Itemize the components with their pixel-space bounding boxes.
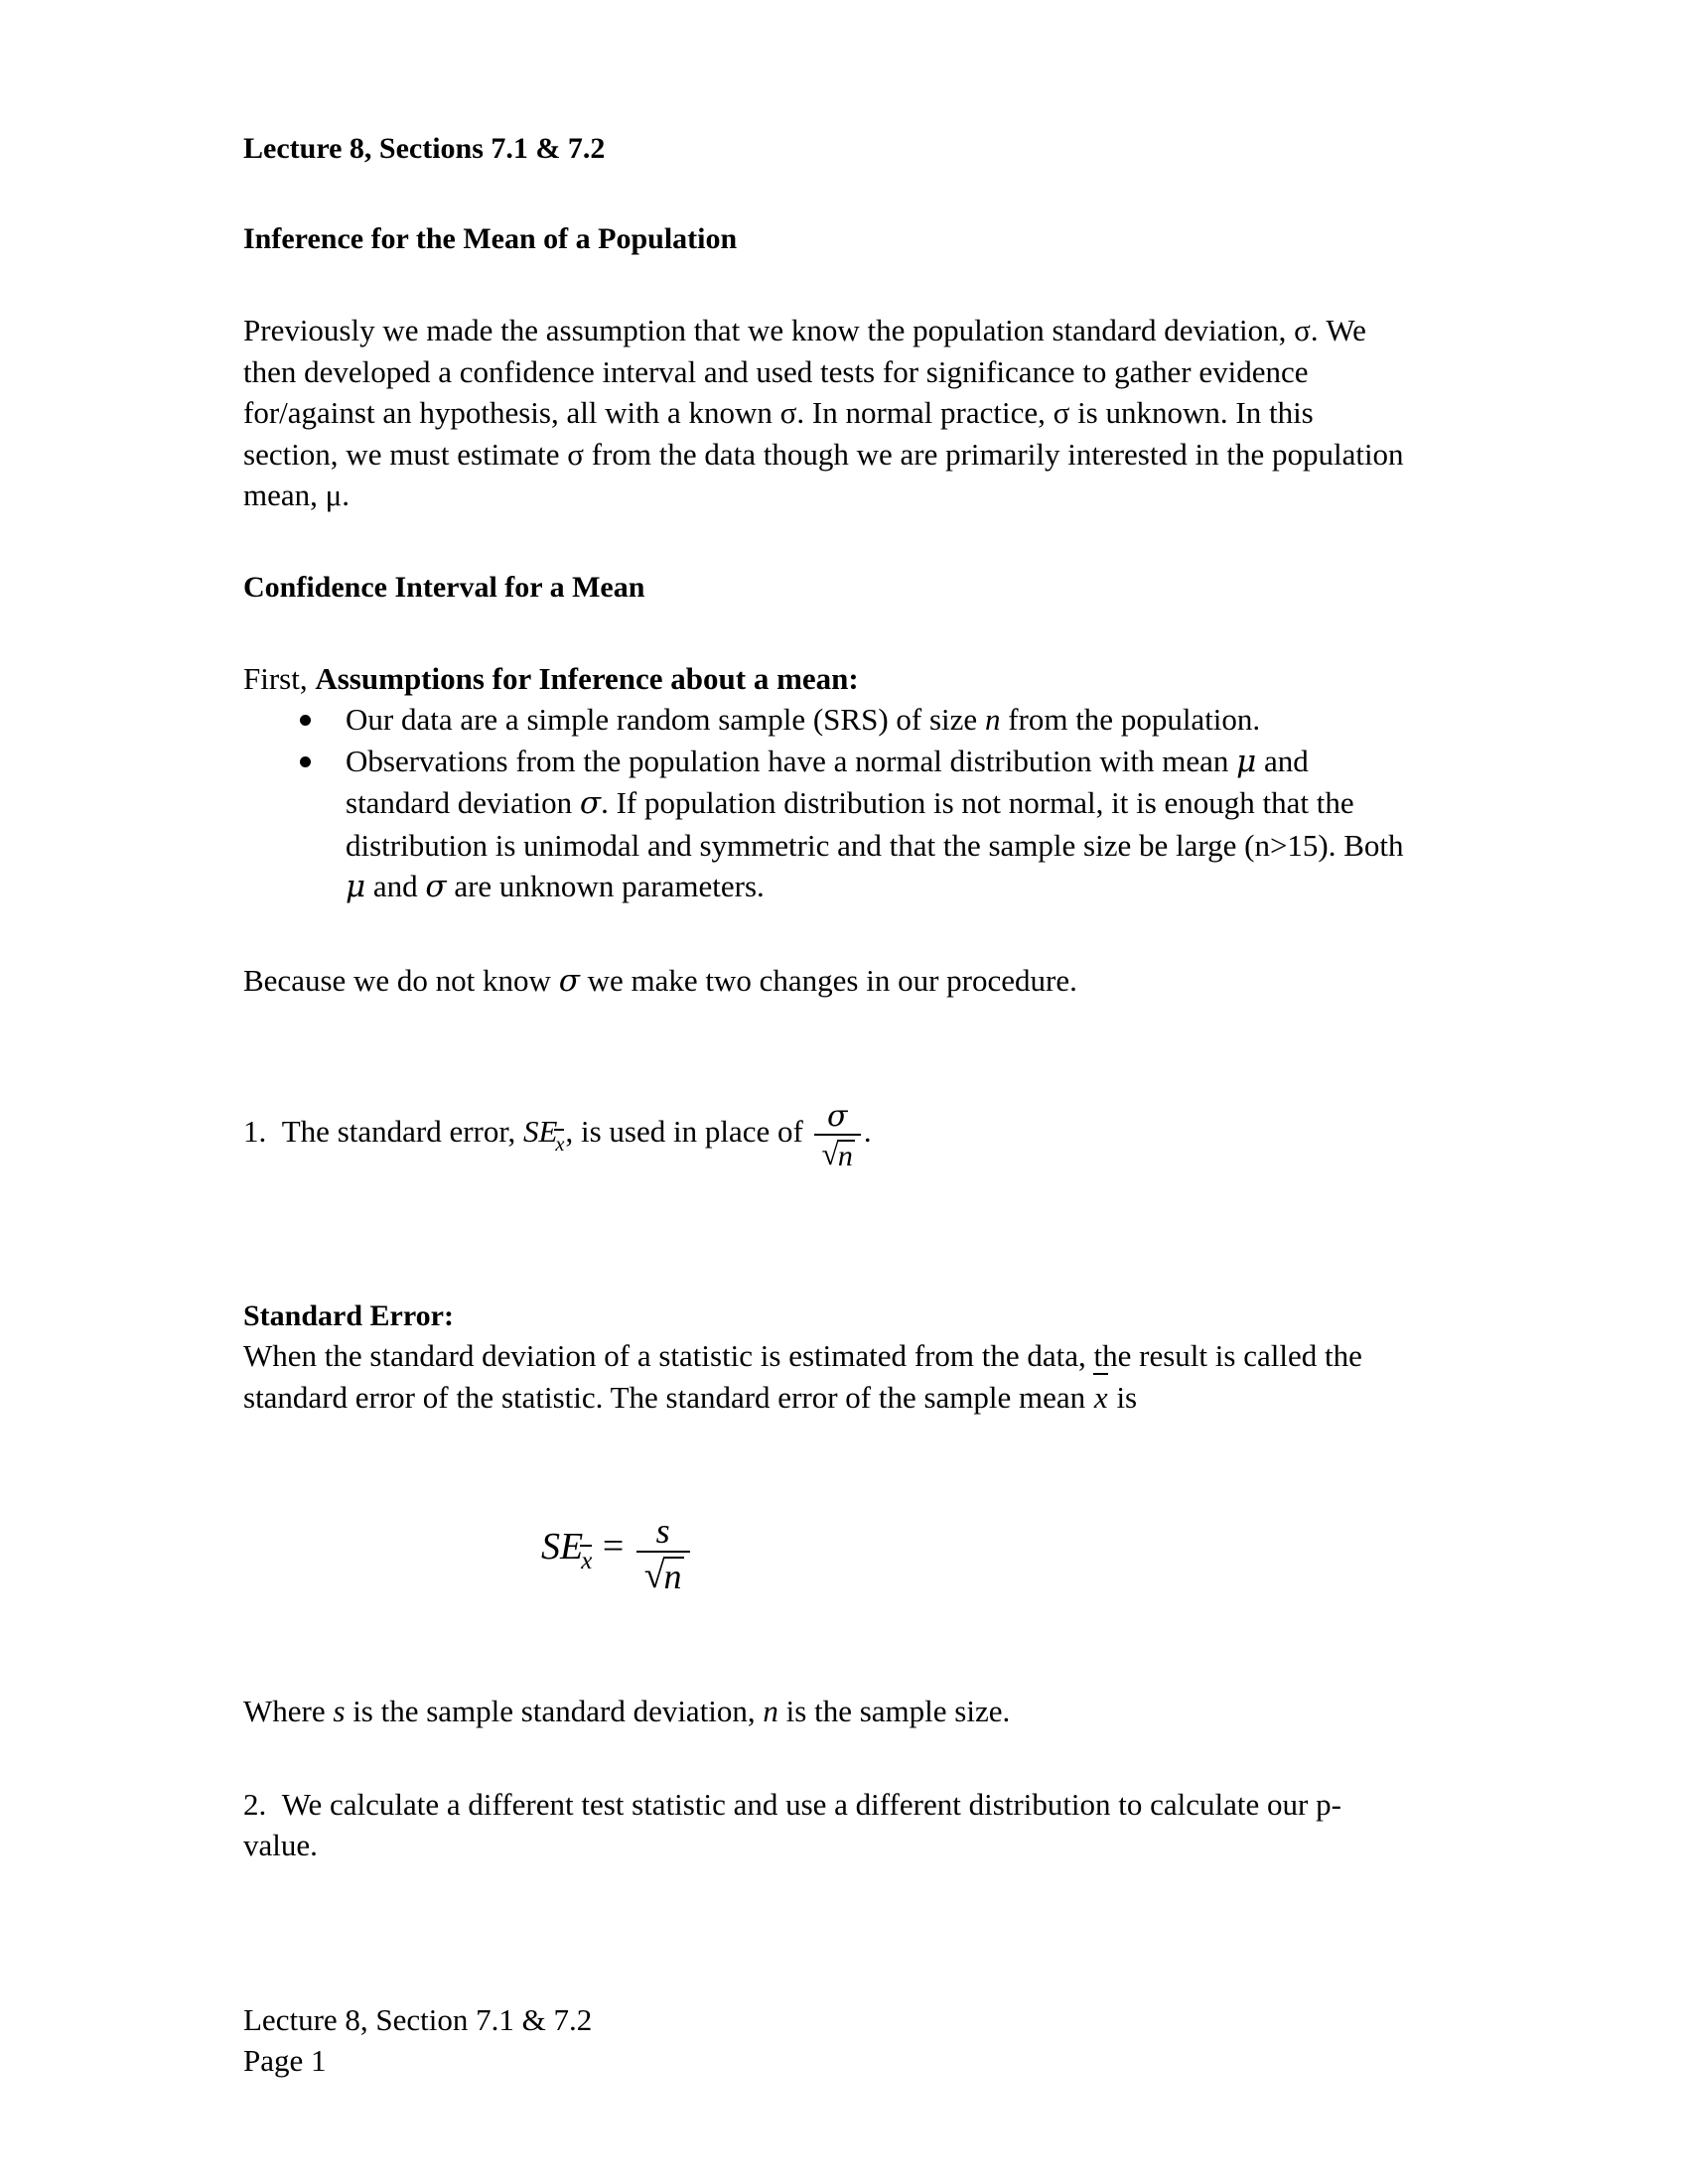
where-var-s: s — [333, 1694, 346, 1729]
fraction-numerator: σ — [826, 1099, 848, 1135]
list-item — [243, 741, 1415, 908]
spacer — [243, 258, 1415, 310]
spacer — [243, 1469, 1415, 1513]
item-2-number: 2. — [243, 1786, 267, 1822]
intro-paragraph — [243, 310, 1415, 516]
list-item — [243, 699, 1415, 741]
fraction-denominator — [636, 1551, 690, 1595]
x-bar: x — [554, 1132, 565, 1159]
spacer — [243, 1418, 1415, 1469]
bullet-2-sigma-2: σ — [425, 869, 447, 905]
x-bar: x — [581, 1548, 593, 1575]
spacer — [243, 908, 1415, 960]
spacer — [243, 516, 1415, 568]
because-part-a: Because we do not know — [243, 962, 559, 998]
footer-line-1: Lecture 8, Section 7.1 & 7.2 — [243, 2002, 593, 2037]
bullet-2-part-e: are unknown parameters. — [446, 869, 765, 904]
assumptions-list — [243, 699, 1415, 908]
because-part-b: we make two changes in our procedure. — [579, 962, 1077, 998]
spacer — [243, 168, 1415, 219]
spacer — [243, 1201, 1415, 1253]
item-1-text-a: The standard error, — [281, 1114, 523, 1150]
formula-lhs-subscript — [580, 1548, 593, 1575]
footer-line-2: Page 1 — [243, 2042, 327, 2078]
fraction-numerator: s — [655, 1511, 670, 1552]
formula-lhs-letters: SE — [541, 1525, 584, 1568]
where-part-c: is the sample size. — [777, 1694, 1011, 1729]
assumptions-intro-plain: First, — [243, 660, 316, 696]
intro-paragraph-text: Previously we made the assumption that we know the population standard deviation, σ. We then developed a confidence interval and used tests for significance to gather evidence for/against an hypothesis, all with a known σ. In normal practice, σ is unknown. In this section, we must estimate σ from the data though we are primarily interested in the population mean, μ. — [243, 313, 1404, 513]
item-2-text: We calculate a different test statistic and use a different distribution to calculate our p-value. — [243, 1786, 1341, 1863]
bullet-2-part-b: and standard deviation — [346, 743, 1309, 821]
x-bar: x — [1093, 1377, 1109, 1419]
bullet-1-var-n: n — [984, 702, 1001, 738]
radical-icon: √ — [643, 1555, 665, 1597]
s-over-sqrt-n — [636, 1513, 690, 1595]
where-paragraph — [243, 1691, 1415, 1732]
where-part-b: is the sample standard deviation, — [345, 1694, 764, 1729]
se-body-part-a: When the standard deviation of a statistic is estimated from the data, the result is called the standard error of the statistic. The standard error of the sample mean — [243, 1338, 1362, 1415]
document-body — [243, 129, 1415, 1866]
bullet-2-sigma-1: σ — [579, 785, 602, 822]
because-sigma: σ — [558, 962, 580, 999]
bullet-2-part-a: Observations from the population have a normal distribution with mean — [346, 743, 1237, 778]
bullet-2-mu-2: μ — [346, 869, 366, 905]
se-subscript — [554, 1132, 565, 1159]
standard-error-paragraph — [243, 1335, 1415, 1418]
bullet-1-part-a: Our data are a simple random sample (SRS) of size — [346, 702, 985, 738]
radical-icon: √ — [821, 1137, 839, 1172]
item-1-text-b: , is used in place of — [565, 1114, 811, 1150]
bullet-icon — [300, 715, 311, 726]
se-symbol-inline — [522, 1114, 566, 1156]
assumptions-intro-bold: Assumptions for Inference about a mean: — [315, 660, 859, 696]
bullet-2-mu-1: μ — [1236, 743, 1257, 779]
spacer — [243, 1253, 1415, 1297]
bullet-icon — [300, 756, 311, 767]
sqrt-n — [820, 1137, 855, 1173]
radicand: n — [663, 1557, 682, 1597]
because-paragraph — [243, 960, 1415, 1003]
spacer — [243, 1002, 1415, 1053]
item-1-number: 1. — [243, 1114, 267, 1150]
spacer — [243, 1647, 1415, 1691]
spacer — [243, 1732, 1415, 1784]
assumptions-intro — [243, 658, 1415, 700]
radicand: n — [837, 1140, 853, 1173]
document-title: Lecture 8, Sections 7.1 & 7.2 — [243, 132, 606, 165]
formula-lhs — [541, 1525, 593, 1575]
se-letters: SE — [522, 1114, 558, 1150]
section-heading: Inference for the Mean of a Population — [243, 222, 738, 255]
bullet-1-part-b: from the population. — [1000, 702, 1261, 738]
sqrt-n — [642, 1556, 684, 1595]
item-1-period: . — [863, 1114, 872, 1150]
numbered-item-1 — [243, 1099, 1415, 1173]
formula-equals: = — [602, 1525, 625, 1568]
where-part-a: Where — [243, 1694, 334, 1729]
standard-error-heading: Standard Error: — [243, 1299, 454, 1333]
ci-heading: Confidence Interval for a Mean — [243, 570, 645, 604]
spacer — [243, 1053, 1415, 1071]
se-body-part-b: is — [1108, 1379, 1138, 1415]
sigma-over-sqrt-n — [814, 1099, 861, 1173]
standard-error-formula — [243, 1513, 1415, 1595]
bullet-2-part-d: and — [365, 869, 426, 904]
spacer — [243, 607, 1415, 658]
page-footer — [243, 2000, 592, 2082]
fraction-denominator — [814, 1134, 861, 1173]
numbered-item-2 — [243, 1784, 1415, 1866]
bullet-2-part-c: . If population distribution is not normal, it is enough that the distribution is unimodal and symmetric and that the sample size be large (n>15). Both — [346, 785, 1404, 863]
where-var-n: n — [763, 1694, 778, 1729]
spacer — [243, 1595, 1415, 1647]
